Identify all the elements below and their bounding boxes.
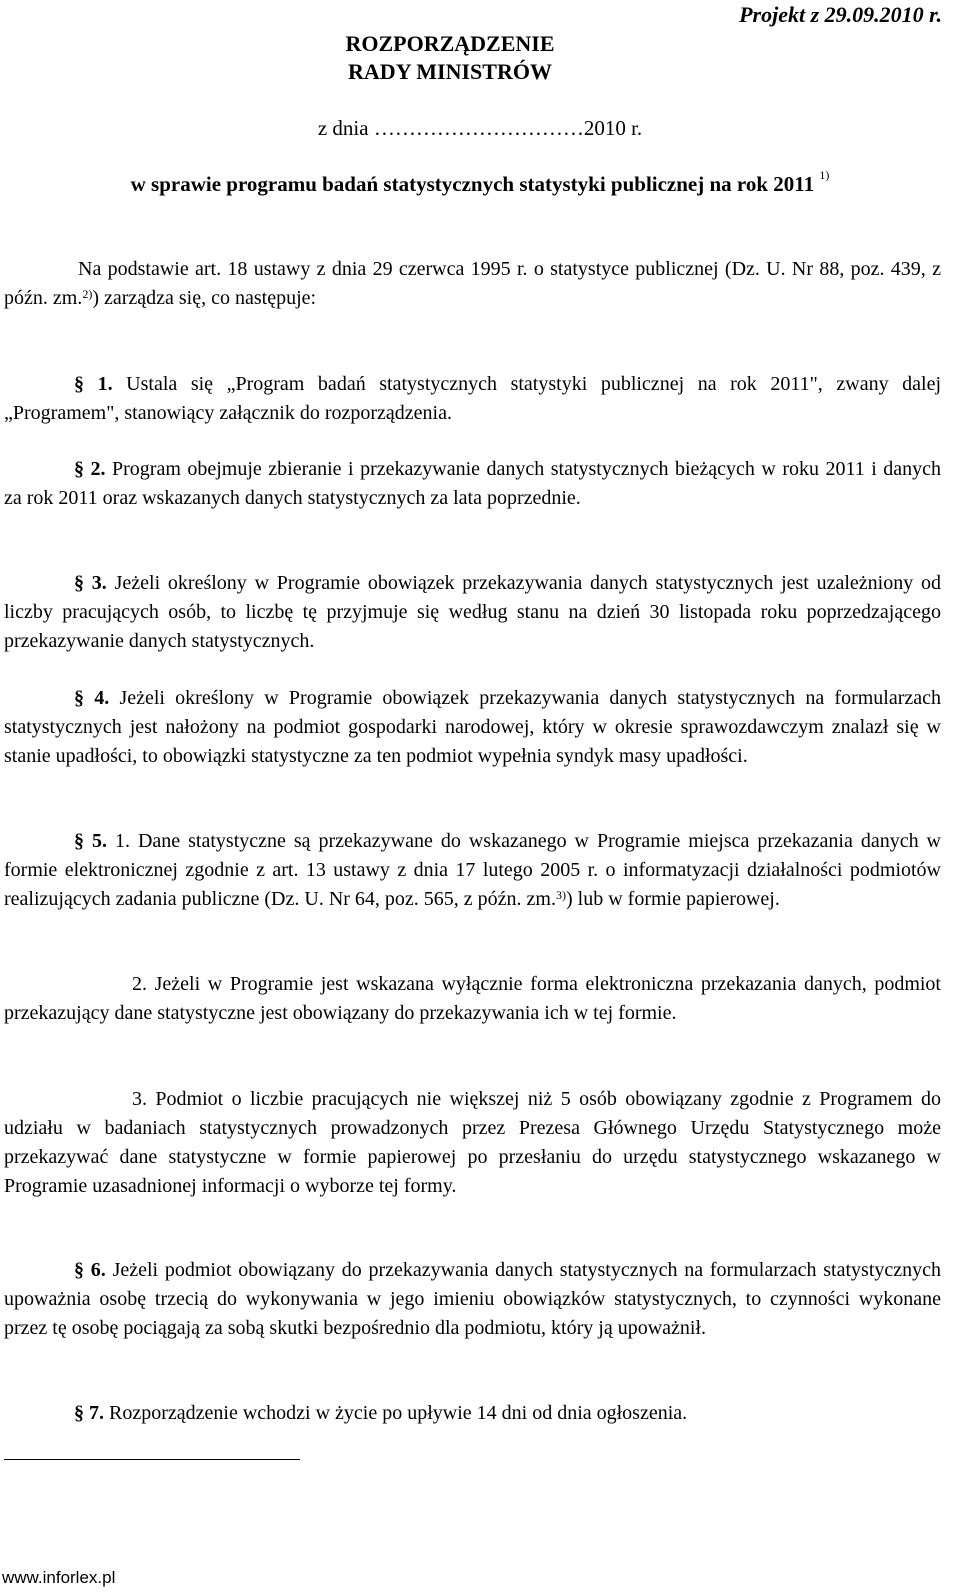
section-2-text: Program obejmuje zbieranie i przekazywanie danych statystycznych bieżących w roku 2011 i danych za rok 2011 oraz wskazanych danych statystycznych za lata poprzednie. — [4, 458, 942, 509]
section-3-text: Jeżeli określony w Programie obowiązek przekazywania danych statystycznych jest uzależniony od liczby pracujących osób, to liczbę tę przyjmuje się według stanu na dzień 30 listopada roku poprzedzającego przekazywanie danych statystycznych. — [4, 572, 942, 652]
section-7 — [4, 1399, 941, 1428]
footnote-ref-1: 1) — [819, 168, 830, 182]
footnote-ref-2: 2) — [82, 287, 93, 301]
section-1-text: Ustala się „Program badań statystycznych statystyki publicznej na rok 2011", zwany dalej „Programem", stanowiący załącznik do rozporządzenia. — [4, 373, 942, 424]
section-5-p2-text: 2. Jeżeli w Programie jest wskazana wyłącznie forma elektroniczna przekazania danych, podmiot przekazujący dane statystyczne jest obowiązany do przekazywania ich w tej formie. — [4, 973, 941, 1024]
section-5-p1-text: 1. Dane statystyczne są przekazywane do wskazanego w Programie miejsca przekazania danych w formie elektronicznej zgodnie z art. 13 ustawy z dnia 17 lutego 2005 r. o informatyzacji działalności podmiotów realizujących zadania publiczne (Dz. U. Nr 64, poz. 565, z późn. zm. — [4, 830, 941, 910]
preamble — [4, 255, 941, 313]
section-6-number: § 6. — [74, 1259, 106, 1281]
section-7-text: Rozporządzenie wchodzi w życie po upływie 14 dni od dnia ogłoszenia. — [109, 1402, 688, 1424]
section-3 — [4, 569, 941, 656]
section-5-p1-text-end: ) lub w formie papierowej. — [566, 888, 780, 910]
section-6 — [4, 1256, 941, 1343]
section-4-text: Jeżeli określony w Programie obowiązek przekazywania danych statystycznych na formularzach statystycznych jest nałożony na podmiot gospodarki narodowej, który w okresie sprawozdawczym znalazł się w stanie upadłości, to obowiązki statystyczne za ten podmiot wypełnia syndyk masy upadłości. — [4, 687, 942, 767]
section-2-number: § 2. — [74, 458, 106, 480]
section-4 — [4, 684, 941, 771]
section-4-number: § 4. — [74, 687, 110, 709]
date-line: z dnia …………………………2010 r. — [317, 116, 643, 140]
section-5-paragraph-1 — [4, 827, 941, 914]
section-3-number: § 3. — [74, 572, 107, 594]
section-7-number: § 7. — [74, 1402, 104, 1424]
preamble-text-end: ) zarządza się, co następuje: — [92, 287, 317, 309]
subject-text: w sprawie programu badań statystycznych statystyki publicznej na rok 2011 — [130, 172, 815, 196]
footnote-ref-3: 3) — [556, 888, 566, 902]
section-5-paragraph-2 — [4, 970, 941, 1028]
section-6-text: Jeżeli podmiot obowiązany do przekazywania danych statystycznych na formularzach statystycznych upoważnia osobę trzecią do wykonywania w jego imieniu obowiązków statystycznych, to czynności wykonane przez tę osobę pociągają za sobą skutki bezpośrednio dla podmiotu, który ją upoważnił. — [4, 1259, 942, 1339]
section-5-number: § 5. — [74, 830, 107, 852]
section-2 — [4, 455, 941, 513]
section-1-number: § 1. — [74, 373, 113, 395]
title-line-2: RADY MINISTRÓW — [348, 59, 552, 84]
section-1 — [4, 370, 941, 428]
footnote-separator — [4, 1459, 300, 1460]
section-5-p3-text: 3. Podmiot o liczbie pracujących nie większej niż 5 osób obowiązany zgodnie z Programem do udziału w badaniach statystycznych prowadzonych przez Prezesa Głównego Urzędu Statystycznego może przekazywać dane statystyczne w formie papierowej po przesłaniu do urzędu statystycznego wskazanego w Programie uzasadnionej informacji o wyborze tej formy. — [4, 1088, 941, 1197]
footer-site-link[interactable]: www.inforlex.pl — [2, 1568, 116, 1587]
section-5-paragraph-3 — [4, 1085, 941, 1201]
preamble-text: Na podstawie art. 18 ustawy z dnia 29 czerwca 1995 r. o statystyce publicznej (Dz. U. Nr 88, poz. 439, z późn. zm. — [4, 258, 941, 309]
title-line-1: ROZPORZĄDZENIE — [345, 31, 555, 56]
projekt-label: Projekt z 29.09.2010 r. — [739, 2, 942, 27]
subject — [0, 168, 960, 197]
